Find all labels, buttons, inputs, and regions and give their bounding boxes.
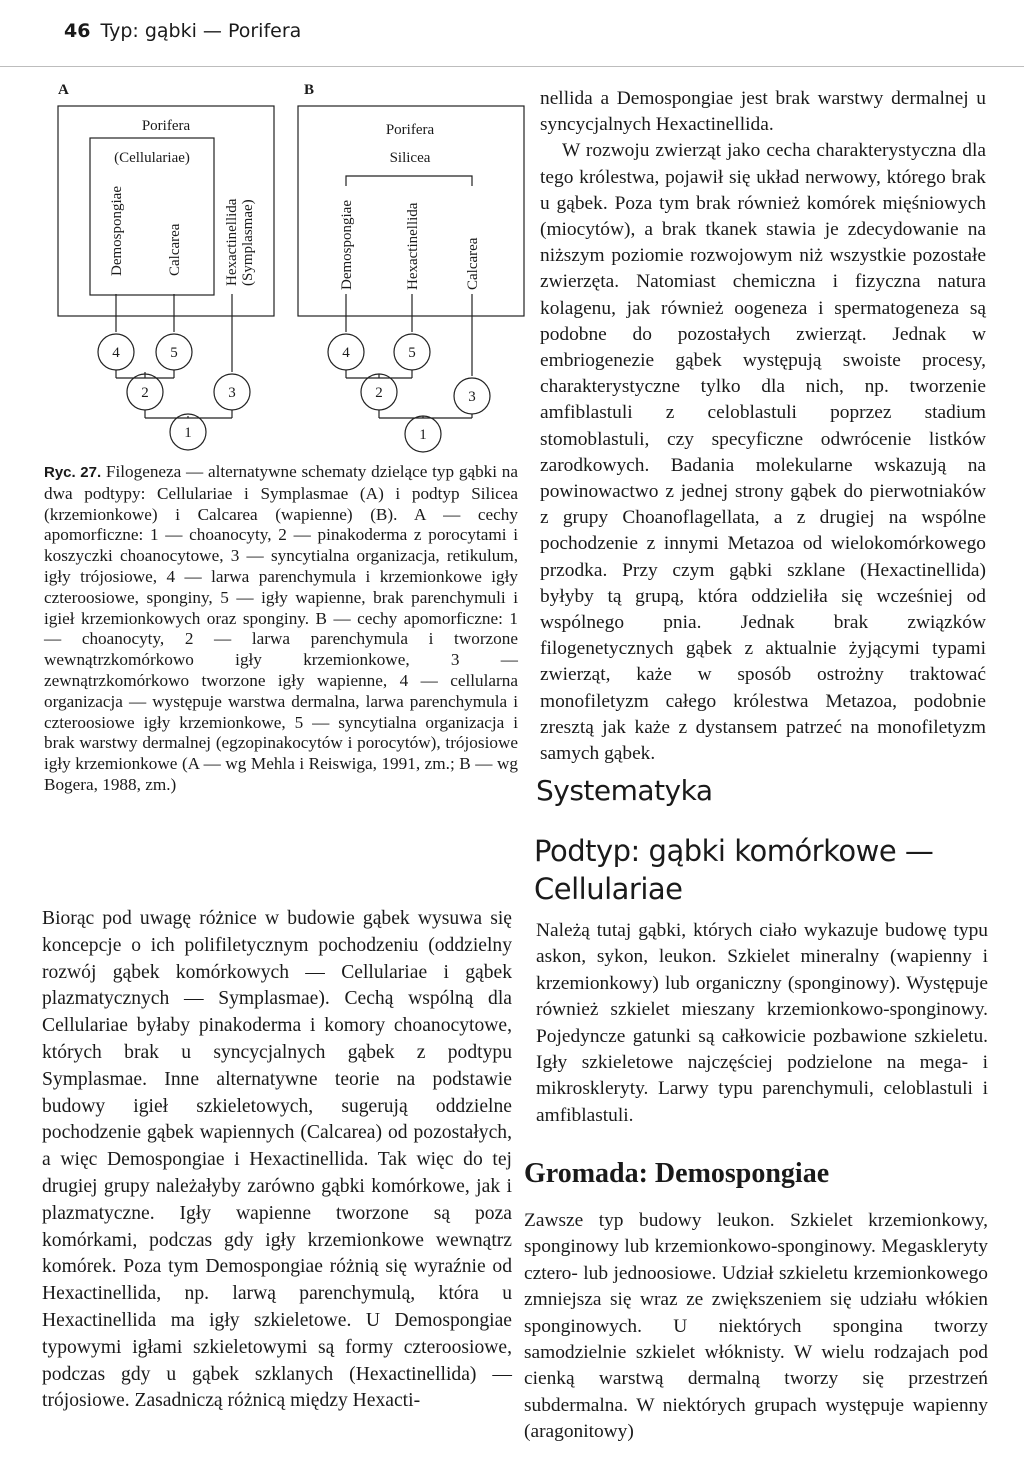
right-top-paragraph-1: nellida a Demospongiae jest brak warstwy dermalnej u syncycjalnych Hexactinellida.	[540, 88, 986, 136]
node-2-b-label: 2	[375, 385, 383, 401]
taxon-calcarea-b: Calcarea	[465, 237, 481, 290]
panel-b-letter: B	[304, 82, 315, 98]
node-3-a-label: 3	[228, 385, 236, 401]
node-5-a-label: 5	[170, 345, 178, 361]
phylogeny-diagram	[40, 76, 540, 456]
right-mid-paragraph: Należą tutaj gąbki, których ciało wykazuje budowę typu askon, sykon, leukon. Szkielet mineralny (wapienny i krzemionkowy) lub organiczny (sponginowy). Występuje również szkielet mieszany krzemionkowo-sponginowy. Pojedyncze gatunki są całkowicie pozbawione szkieletu. Igły szkieletowe najczęściej podzielone na mega- i mikroskleryty. Larwy typu parenchymuli, celoblastuli i amfiblastuli.	[536, 920, 988, 1126]
taxon-hexactinellida-a: Hexactinellida	[224, 198, 240, 286]
node-3-b-label: 3	[468, 389, 476, 405]
left-paragraph-text: Biorąc pod uwagę różnice w budowie gąbek wysuwa się koncepcje o ich polifiletycznym pochodzeniu (oddzielny rozwój gąbek komórkowych — Cellulariae i gąbek plazmatycznych — Symplasmae). Cechą wspólną dla Cellulariae byłaby pinakoderma i komory choanocytowe, których brak u syncycjalnych gąbek z podtypu Symplasmae. Inne alternatywne teorie na podstawie budowy igieł szkieletowych, sugerują oddzielne pochodzenie gąbek wapiennych (Calcarea) od pozostałych, a więc Demospongiae i Hexactinellida. Tak więc do tej drugiej grupy należałyby zarówno gąbki komórkowe, jak i plazmatyczne. Igły wapienne tworzone są poza komórkami, podczas gdy igły krzemionkowe wewnątrz komórek. Poza tym Demospongiae różnią się wyraźnie od Hexactinellida, np. larwą parenchymulą, która u Hexactinellida ma igły szkieletowe. U Demospongiae typowymi igłami szkieletowymi są formy czteroosiowe, podczas gdy u gąbek szklanych (Hexactinellida) — trójosiowe. Zasadniczą różnicą między Hexacti-	[42, 908, 512, 1412]
node-1-b-label: 1	[419, 427, 427, 443]
taxon-symplasmae-a: (Symplasmae)	[240, 199, 256, 286]
right-mid-text	[536, 918, 988, 1129]
page-number: 46	[64, 20, 91, 42]
header-rule	[0, 66, 1024, 67]
figure-caption	[44, 462, 518, 796]
panel-a-letter: A	[58, 82, 69, 98]
node-5-b-label: 5	[408, 345, 416, 361]
left-body-paragraph	[42, 906, 512, 1415]
header-title: Typ: gąbki — Porifera	[100, 20, 302, 42]
heading-podtyp: Podtyp: gąbki komórkowe — Cellulariae	[534, 834, 934, 906]
right-bottom-paragraph: Zawsze typ budowy leukon. Szkielet krzemionkowy, sponginowy lub krzemionkowo-sponginowy. Megaskleryty cztero- lub jednoosiowe. Udział szkieletu krzemionkowego zmniejsza się wraz ze zwiększeniem się udziału włókien sponginowych. U niektórych spongina tworzy samodzielnie szkielet włóknisty. W wielu rodzajach pod cienką warstwą dermalną tworzy się przestrzeń subdermalna. W niektórych grupach występuje wapienny (aragonitowy)	[524, 1210, 988, 1443]
taxon-hexactinellida-b: Hexactinellida	[405, 202, 421, 290]
phylogeny-figure	[40, 76, 540, 456]
panel-a-inner-label: (Cellulariae)	[114, 150, 190, 166]
heading-gromada: Gromada: Demospongiae	[524, 1158, 830, 1189]
caption-label: Ryc. 27.	[44, 464, 102, 481]
node-1-a-label: 1	[184, 425, 192, 441]
taxon-demospongiae-b: Demospongiae	[339, 200, 355, 290]
node-4-b-label: 4	[342, 345, 350, 361]
caption-text: Filogeneza — alternatywne schematy dzielące typ gąbki na dwa podtypy: Cellulariae i Symplasmae (A) i podtyp Silicea (krzemionkowe) i Calcarea (wapienne) (B). A — cechy apomorficzne: 1 — choanocyty, 2 — pinakoderma z porocytami i koszyczki choanocytowe, 3 — syncytialna organizacja, retikulum, igły trójosiowe, 4 — larwa parenchymula i krzemionkowe igły czteroosiowe, sponginy, 5 — igły wapienne, brak parenchymuli i igieł krzemionkowych oraz sponginy. B — cechy apomorficzne: 1 — choanocyty, 2 — larwa parenchymula i tworzone wewnątrzkomórkowo igły krzemionkowe, 3 — zewnątrzkomórkowo tworzone igły wapienne, 4 — cellularna organizacja — występuje warstwa dermalna, larwa parenchymula i czteroosiowe igły krzemionkowe, 5 — syncytialna organizacja i brak warstwy dermalnej (egzopinakocytów i porocytów), trójosiowe igły krzemionkowe (A — wg Mehla i Reiswiga, 1991, zm.; B — wg Bogera, 1988, zm.)	[44, 462, 518, 794]
taxon-demospongiae-a: Demospongiae	[109, 186, 125, 276]
panel-b-inner-label: Silicea	[389, 150, 431, 166]
node-4-a-label: 4	[112, 345, 120, 361]
right-top-text	[540, 86, 986, 767]
taxon-calcarea-a: Calcarea	[167, 223, 183, 276]
panel-b-silicea-bracket	[346, 176, 472, 186]
node-2-a-label: 2	[141, 385, 149, 401]
right-top-paragraph-2: W rozwoju zwierząt jako cecha charakterystyczna dla tego królestwa, pojawił się układ nerwowy, którego brak u gąbek. Poza tym brak również komórek mięśniowych (miocytów), a brak tkanek stawia je zdecydowanie na niższym poziomie rozwojowym niż wszystkie pozostałe zwierzęta. Natomiast chemiczna i fizyczna natura kolagenu, jak również oogeneza i spermatogeneza są podobne do pozostałych zwierząt. Jednak w embriogenezie gąbek występują swoiste procesy, charakterystyczne tylko dla nich, np. tworzenie amfiblastuli z celoblastuli poprzez stadium stomoblastuli, czy specyficzne odwrócenie listków zarodkowych. Badania molekularne wskazują na powinowactwo z jednej strony gąbek do pierwotniaków z grupy Choanoflagellata, a z drugiej na wspólne pochodzenie z innymi Metazoa od wielokomórkowego przodka. Przy czym gąbki szklane (Hexactinellida) byłyby tą grupą, która oddzieliła się wcześniej od wspólnego pnia. Jednak brak związków filogenetycznych gąbek z aktualnie żyjącymi typami zwierząt, każe w sposób ostrożny traktować monofiletyzm całego królestwa Metazoa, podobnie zresztą jak każe z dystansem patrzeć na monofiletyzm samych gąbek.	[540, 140, 986, 765]
running-header	[64, 20, 301, 42]
heading-systematyka: Systematyka	[536, 774, 713, 807]
right-bottom-text	[524, 1208, 988, 1446]
panel-b-outer-label: Porifera	[385, 122, 435, 138]
panel-a-outer-label: Porifera	[141, 118, 191, 134]
